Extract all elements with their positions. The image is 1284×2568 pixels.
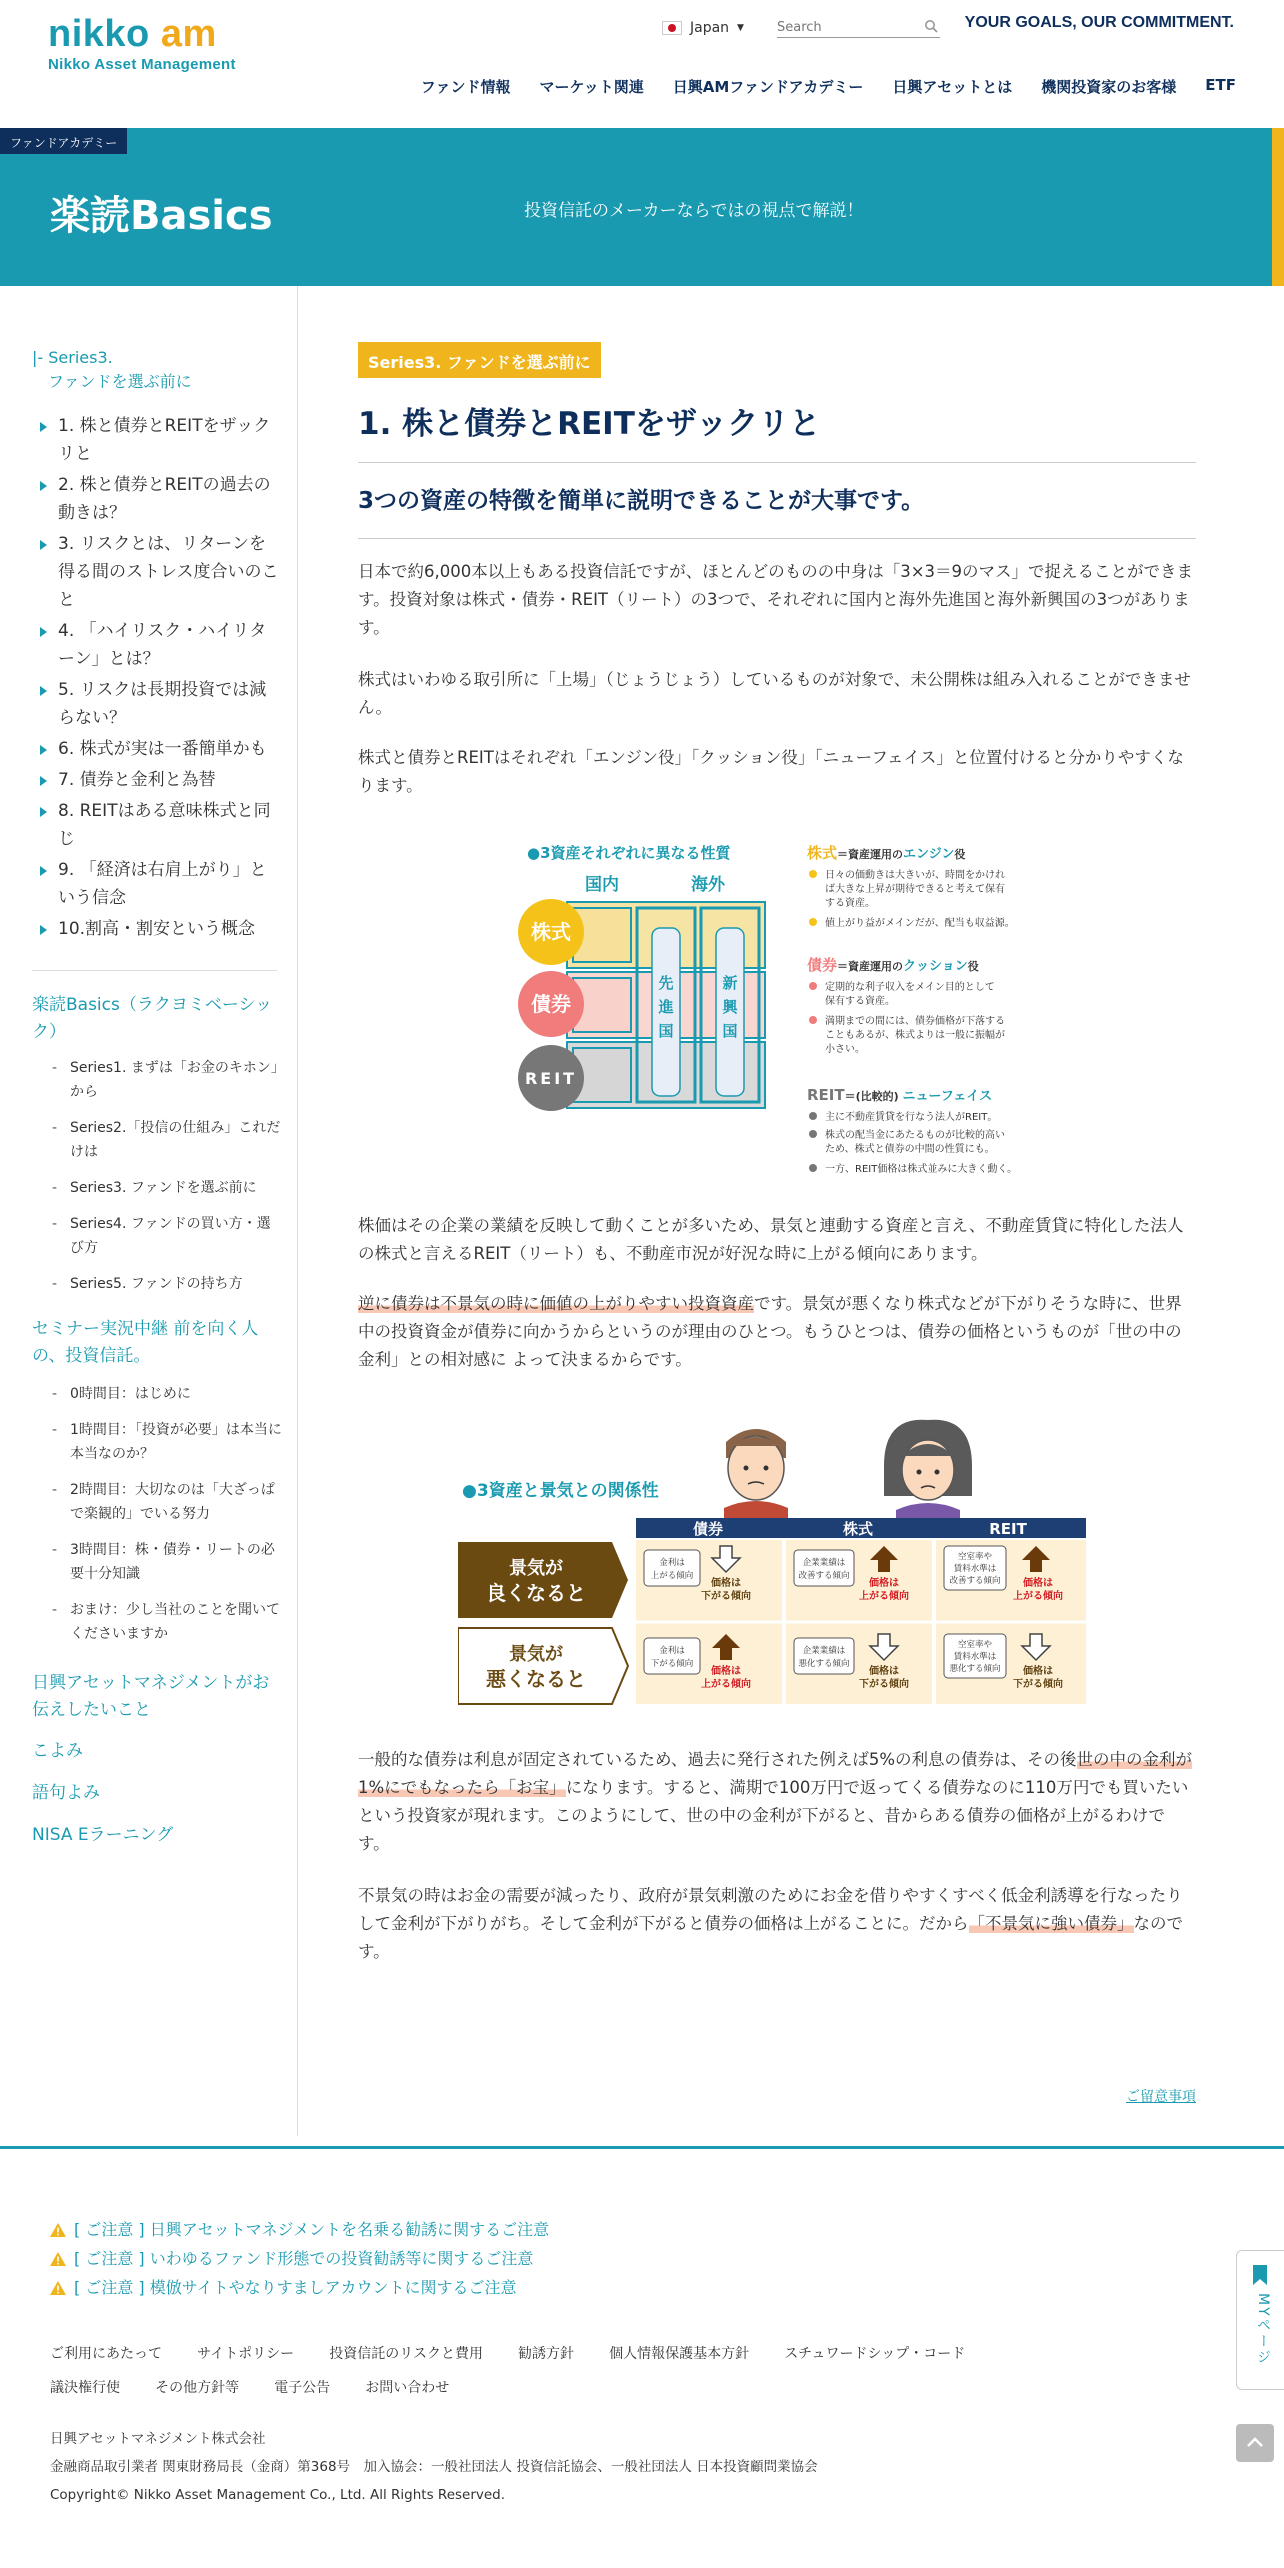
fig1-bond-bullet: こともあるが、株式よりは一般に振幅が (825, 1030, 1005, 1041)
fig2-col-reit: REIT (989, 1520, 1027, 1538)
footer-link[interactable]: サイトポリシー (197, 2346, 295, 2362)
fig2-cell-price: 価格は (711, 1666, 741, 1677)
fig1-reit-bullet: 株式の配当金にあたるものが比較的高い (825, 1130, 1005, 1141)
fig1-row-bond: 債券 (531, 992, 571, 1016)
fig1-emerging-1: 新 (722, 974, 738, 992)
sidebar-article-item[interactable]: 10.割高・割安という概念 (40, 915, 280, 943)
sidebar-seminar-item[interactable]: - おまけ：少し当社のことを聞いてくださいますか (52, 1598, 282, 1646)
paragraph: 株価はその企業の業績を反映して動くことが多いため、景気と連動する資産と言え、不動産賃貸に特化した法人の株式と言えるREIT（リート）も、不動産市況が好況な時に上がる傾向にあります。 (358, 1216, 1184, 1263)
fig1-col-overseas: 海外 (691, 875, 725, 895)
logo-am-text: am (160, 13, 217, 55)
fig1-bond-bullet: 定期的な利子収入をメイン目的として (825, 982, 995, 993)
paragraph (358, 1882, 1196, 1966)
fig2-cell-note: 上がる傾向 (650, 1571, 694, 1581)
paragraph: 株式と債券とREITはそれぞれ「エンジン役」「クッション役」「ニューフェイス」と位置付けると分かりやすくなります。 (358, 748, 1184, 795)
fig2-cell-price: 価格は (1023, 1578, 1053, 1589)
fig2-cell-note: 改善する傾向 (798, 1571, 850, 1581)
alert-text: [ ご注意 ] 日興アセットマネジメントを名乗る勧誘に関するご注意 (74, 2220, 550, 2239)
paragraph (358, 1746, 1196, 1858)
fig2-cell-price: 下がる傾向 (1013, 1679, 1063, 1690)
fig2-cell-note: 空室率や (957, 1640, 993, 1650)
footer-link[interactable]: 電子公告 (274, 2380, 331, 2396)
arrow-up-icon (1246, 2434, 1264, 2452)
nav-market[interactable]: マーケット関連 (539, 78, 644, 96)
sidebar-basics-item[interactable]: - Series3. ファンドを選ぶ前に (52, 1176, 282, 1200)
fig2-cell-note: 悪化する傾向 (949, 1664, 1001, 1674)
logo-nikko-text: nikko (48, 13, 150, 55)
fig1-reit-bullet: ため、株式と債券の中間の性質にも。 (825, 1144, 995, 1155)
sidebar-article-item[interactable]: 4. 「ハイリスク・ハイリターン」とは？ (40, 617, 280, 673)
fig1-stock-bullet: する資産。 (825, 898, 875, 909)
alert-text: [ ご注意 ] 模倣サイトやなりすましアカウントに関するご注意 (74, 2278, 517, 2297)
highlight-text: 「不景気に強い債券」 (968, 1914, 1134, 1933)
highlight-text: 世の中の金利が1%にでもなったら「お宝」 (358, 1750, 1193, 1797)
footer-link[interactable]: スチュワードシップ・コード (784, 2346, 966, 2362)
search-icon[interactable] (924, 19, 938, 33)
footer-link[interactable]: その他方針等 (155, 2380, 240, 2396)
language-label: Japan (690, 20, 730, 36)
man-worried-icon (724, 1429, 788, 1528)
warning-icon (50, 2252, 66, 2266)
fig2-bad-a: 景気が (509, 1644, 563, 1665)
fig2-cell-note: 悪化する傾向 (798, 1659, 850, 1669)
fig2-cell-price: 下がる傾向 (859, 1679, 909, 1690)
corporate-tagline: YOUR GOALS, OUR COMMITMENT. (964, 14, 1234, 31)
paragraph-text: 不景気の時はお金の需要が減ったり、政府が景気刺激のためにお金を借りやすくすべく低金利誘導を行なったりして金利が下がりがち。そして金利が下がると債券の価格は上がることに。だから (358, 1886, 1183, 1933)
hero-subtitle: 投資信託のメーカーならではの視点で解説！ (524, 201, 864, 221)
fig2-cell-note: 企業業績は (802, 1646, 846, 1656)
fig1-developed-1: 先 (658, 974, 674, 992)
nav-institutional[interactable]: 機関投資家のお客様 (1041, 78, 1177, 96)
hero-title: 楽読Basics (50, 193, 273, 239)
sidebar-series-number: |- Series3. (32, 348, 113, 367)
fig2-cell-price: 上がる傾向 (859, 1591, 909, 1602)
fig2-cell-price: 価格は (711, 1578, 741, 1589)
fig2-good-a: 景気が (509, 1558, 563, 1579)
fig1-bond-bullet: 満期までの間には、債券価格が下落する (825, 1016, 1005, 1027)
paragraph (358, 1290, 1196, 1374)
sidebar-article-item[interactable]: 8. REITはある意味株式と同じ (40, 797, 280, 853)
fig2-cell-price: 上がる傾向 (1013, 1591, 1063, 1602)
language-selector[interactable] (662, 20, 744, 36)
fig1-stock-bullet: 値上がり益がメインだが、配当も収益源。 (825, 918, 1015, 929)
sidebar-article-item[interactable]: 3. リスクとは、リターンを得る間のストレス度合いのこと (40, 530, 280, 614)
sidebar-series-heading[interactable] (32, 346, 192, 394)
footer-link[interactable]: 議決権行使 (50, 2380, 120, 2396)
fig2-cell-note: 空室率や (957, 1552, 993, 1562)
fig2-cell-note: 金利は (659, 1646, 685, 1656)
alert-link[interactable] (50, 2273, 549, 2302)
sidebar-article-item[interactable]: 7. 債券と金利と為替 (40, 766, 280, 794)
fig1-bond-heading: 債券＝資産運用のクッション役 (807, 956, 979, 974)
footer-link[interactable]: お問い合わせ (365, 2380, 450, 2396)
sidebar-article-item[interactable]: 9. 「経済は右肩上がり」という信念 (40, 856, 280, 912)
paragraph-text: になります。すると、満期で100万円で返ってくる債券なのに110万円でも買いたいという投資家が現れます。このようにして、世の中の金利が下がると、昔からある債券の価格が上がるわけです。 (358, 1778, 1189, 1853)
fig2-cell-price: 価格は (1023, 1666, 1053, 1677)
assets-economy-figure (458, 1416, 1092, 1726)
footer-link[interactable]: 投資信託のリスクと費用 (329, 2346, 483, 2362)
subtitle-divider (358, 538, 1196, 539)
fig2-cell-note: 下がる傾向 (650, 1659, 694, 1669)
company-registration: 金融商品取引業者 関東財務局長（金商）第368号 加入協会：一般社団法人 投資信託協会、一般社団法人 日本投資顧問業協会 (50, 2459, 818, 2475)
hero-category-tag[interactable]: ファンドアカデミー (0, 128, 127, 154)
fig2-cell-price: 価格は (869, 1666, 899, 1677)
company-info (50, 2425, 818, 2509)
company-name: 日興アセットマネジメント株式会社 (50, 2431, 266, 2447)
paragraph: 株式はいわゆる取引所に「上場」（じょうじょう）しているものが対象で、未公開株は組み入れることができません。 (358, 670, 1191, 717)
fig2-title: ●3資産と景気との関係性 (462, 1481, 659, 1501)
fig2-cell-note: 金利は (659, 1558, 685, 1568)
sidebar-section-seminar[interactable]: セミナー実況中継 前を向く人の、投資信託。 (32, 1319, 259, 1366)
nav-fund-info[interactable]: ファンド情報 (420, 78, 511, 96)
fig2-col-bond: 債券 (692, 1520, 724, 1538)
nav-fund-academy[interactable]: 日興AMファンドアカデミー (672, 78, 864, 96)
site-footer (0, 2146, 1284, 2568)
sidebar-seminar-item[interactable]: - 1時間目：「投資が必要」は本当に本当なのか？ (52, 1418, 282, 1466)
alert-link[interactable] (50, 2215, 549, 2244)
fig2-cell-note: 賃料水準は (953, 1652, 997, 1662)
asset-characteristics-figure (515, 842, 1045, 1198)
series-badge: Series3. ファンドを選ぶ前に (358, 342, 601, 378)
fig1-col-domestic: 国内 (585, 875, 619, 895)
hero-accent-bar (1272, 128, 1284, 286)
fig2-good-b: 良くなると (486, 1581, 586, 1605)
sidebar-series-title: ファンドを選ぶ前に (48, 372, 192, 391)
fig2-cell-price: 上がる傾向 (701, 1679, 751, 1690)
copyright: Copyright© Nikko Asset Management Co., Ltd. All Rights Reserved. (50, 2487, 506, 2503)
footer-links (50, 2337, 1090, 2405)
sidebar-seminar-item[interactable]: - 2時間目：大切なのは「大ざっぱで楽観的」でいる努力 (52, 1478, 282, 1526)
logo-subtitle: Nikko Asset Management (48, 56, 236, 73)
fig1-bond-bullet: 小さい。 (825, 1044, 865, 1055)
nav-about[interactable]: 日興アセットとは (892, 78, 1013, 96)
site-logo[interactable] (48, 14, 236, 73)
sidebar-seminar-list (52, 1382, 282, 1658)
sidebar (0, 286, 298, 2136)
sidebar-basics-item[interactable]: - Series2.「投信の仕組み」これだけは (52, 1116, 282, 1164)
fig1-title: ●3資産それぞれに異なる性質 (527, 844, 731, 862)
fig1-row-stock: 株式 (531, 920, 571, 944)
fig2-cell-price: 価格は (869, 1578, 899, 1589)
my-page-label: MYページ (1255, 2293, 1271, 2366)
fig1-stock-heading: 株式＝資産運用のエンジン役 (807, 844, 966, 862)
fig1-stock-bullet: 日々の価動きは大きいが、時間をかけれ (825, 870, 1005, 881)
fig1-emerging-3: 国 (722, 1022, 738, 1040)
fig2-bad-b: 悪くなると (486, 1667, 586, 1691)
search-input[interactable] (777, 18, 917, 35)
notice-link[interactable]: ご留意事項 (1126, 2089, 1196, 2105)
footer-link[interactable]: 勧誘方針 (518, 2346, 575, 2362)
sidebar-article-list (40, 412, 280, 946)
sidebar-seminar-item[interactable]: - 3時間目：株・債券・リートの必要十分知識 (52, 1538, 282, 1586)
footer-link[interactable]: 個人情報保護基本方針 (609, 2346, 750, 2362)
sidebar-section-nisa[interactable]: NISA Eラーニング (32, 1825, 174, 1845)
sidebar-divider (32, 970, 277, 971)
fig1-row-reit: REIT (524, 1069, 578, 1088)
japan-flag-icon (662, 21, 682, 35)
sidebar-article-item[interactable]: 5. リスクは長期投資では減らない？ (40, 676, 280, 732)
fig1-reit-bullet: 主に不動産賃貸を行なう法人がREIT。 (825, 1112, 998, 1123)
search-box (777, 16, 940, 38)
nav-etf[interactable]: ETF (1205, 76, 1236, 94)
alert-link[interactable] (50, 2244, 549, 2273)
fig1-developed-2: 進 (658, 998, 674, 1016)
warning-icon (50, 2281, 66, 2295)
paragraph-text: なのです。 (358, 1914, 1183, 1961)
site-header (0, 0, 1284, 128)
woman-worried-icon (884, 1420, 972, 1528)
sidebar-article-item[interactable]: 2. 株と債券とREITの過去の動きは？ (40, 471, 280, 527)
title-divider (358, 462, 1196, 463)
fig1-emerging-2: 興 (722, 998, 738, 1016)
sidebar-basics-item[interactable]: - Series5. ファンドの持ち方 (52, 1272, 282, 1296)
fig2-cell-note: 改善する傾向 (949, 1576, 1001, 1586)
footer-link[interactable]: ご利用にあたって (50, 2346, 162, 2362)
sidebar-basics-list (52, 1056, 282, 1308)
sidebar-basics-item[interactable]: - Series1. まずは「お金のキホン」から (52, 1056, 282, 1104)
sidebar-article-item[interactable]: 6. 株式が実は一番簡単かも (40, 735, 280, 763)
paragraph-text: 一般的な債券は利息が固定されているため、過去に発行された例えば5%の利息の債券は、その後 (358, 1750, 1077, 1769)
sidebar-section-basics[interactable]: 楽読Basics（ラクヨミベーシック） (32, 995, 273, 1042)
footer-alerts (50, 2215, 549, 2302)
caret-down-icon: ▼ (737, 23, 744, 33)
fig1-stock-bullet: ば大きな上昇が期待できると考えて保有 (825, 884, 1005, 895)
bookmark-icon (1253, 2265, 1267, 2285)
warning-icon (50, 2223, 66, 2237)
highlight-text: 逆に債券は不景気の時に価値の上がりやすい投資資産 (358, 1294, 754, 1313)
sidebar-section-koyomi[interactable]: こよみ (32, 1741, 83, 1761)
fig2-cell-note: 企業業績は (802, 1558, 846, 1568)
sidebar-article-item[interactable]: 1. 株と債券とREITをザックリと (40, 412, 280, 468)
fig2-col-stock: 株式 (842, 1520, 874, 1538)
article-title: 1. 株と債券とREITをザックリと (358, 406, 821, 442)
my-page-tab[interactable] (1236, 2250, 1284, 2390)
sidebar-basics-item[interactable]: - Series4. ファンドの買い方・選び方 (52, 1212, 282, 1260)
hero-banner (0, 128, 1284, 286)
sidebar-seminar-item[interactable]: - 0時間目：はじめに (52, 1382, 282, 1406)
global-nav (392, 76, 1236, 97)
fig1-reit-heading: REIT＝(比較的) ニューフェイス (807, 1086, 993, 1104)
fig2-cell-note: 賃料水準は (953, 1564, 997, 1574)
fig1-bond-bullet: 保有する資産。 (825, 996, 895, 1007)
alert-text: [ ご注意 ] いわゆるファンド形態での投資勧誘等に関するご注意 (74, 2249, 534, 2268)
paragraph: 日本で約6,000本以上もある投資信託ですが、ほとんどのものの中身は「3×3＝9のマス」で捉えることができます。投資対象は株式・債券・REIT（リート）の3つで、それぞれに国内と海外先進国と海外新興国の3つがあります。 (358, 562, 1194, 637)
paragraph-text: です。景気が悪くなり株式などが下がりそうな時に、世界中の投資資金が債券に向かうからというのが理由のひとつ。もうひとつは、債券の価格というものが「世の中の金利」との相対感に よって決まるからです。 (358, 1294, 1182, 1369)
fig1-developed-3: 国 (658, 1022, 674, 1040)
fig2-cell-price: 下がる傾向 (701, 1591, 751, 1602)
fig1-reit-bullet: 一方、REIT価格は株式並みに大きく動く。 (825, 1164, 1018, 1175)
sidebar-section-message[interactable]: 日興アセットマネジメントがお伝えしたいこと (32, 1673, 270, 1720)
sidebar-section-goku[interactable]: 語句よみ (32, 1783, 100, 1803)
back-to-top-button[interactable] (1236, 2424, 1274, 2462)
article-subtitle: 3つの資産の特徴を簡単に説明できることが大事です。 (358, 488, 925, 514)
